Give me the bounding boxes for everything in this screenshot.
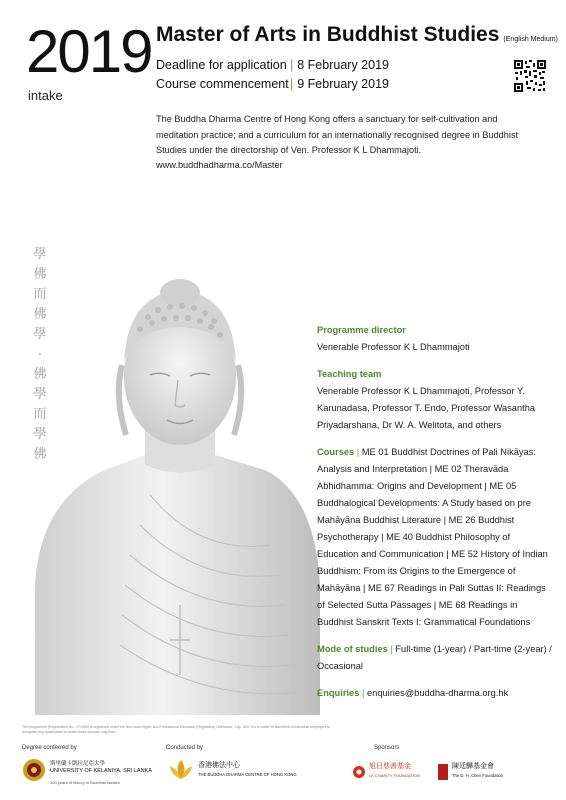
intro-paragraph: The Buddha Dharma Centre of Hong Kong offers a sanctuary for self-cultivation and meditation practice; and a curriculum for an internationally recognised degree in Buddhist Studies under the directorship of Ven. Professor K L Dhammajoti. [156,114,519,155]
enquiries-heading: Enquiries [317,688,360,698]
programme-link[interactable]: www.buddhadharma.co/Master [156,160,283,170]
commencement-label: Course commencement [156,77,289,91]
pipe-separator: | [361,688,365,698]
courses-heading: Courses [317,447,355,457]
registration-fine-print: The programme (Registration No.: 271050) is registered under the Non-local Higher and Professional Education (Regulation) Ordinance, Cap. 493. It is a matter of discretion of individual employers to recognise any qualification to which these courses may lead. [22,725,331,734]
team-section [317,366,553,434]
courses-list: ME 01 Buddhist Doctrines of Pali Nikāyas: Analysis and Interpretation | ME 02 Theravāda Abhidhamma: Origins and Development | ME 05 Buddhalogical Developments: A Study based on pre Mahāyāna Buddhist Literature | ME 26 Buddhist Psychotherapy | ME 40 Buddhist Philosophy of Education and Communication | ME 52 History of Indian Buddhism: From its Origins to the Emergence of Mahāyāna | ME 67 Readings in Pali Suttas II: Readings of Selected Sutta Passages | ME 68 Readings in Buddhist Sanskrit Texts I: Grammatical Foundations [317,447,548,627]
vertical-motto-char: 學 [33,387,47,402]
lk-foundation-cn: 旭日慈善基金 [369,763,411,770]
deadline-label: Deadline for application [156,58,287,72]
medium-note: (English Medium) [503,36,558,43]
commencement-value: 9 February 2019 [297,77,389,91]
degree-conferred-label: Degree conferred by [22,745,77,751]
lotus-logo-icon [168,757,194,783]
mode-heading: Mode of studies [317,644,388,654]
vertical-motto-char: 而 [33,407,47,422]
courses-section [317,444,553,631]
director-name: Venerable Professor K L Dhammajoti [317,342,470,352]
qr-code-icon[interactable] [514,60,546,92]
lk-foundation-logo-icon [352,765,366,779]
vertical-motto-char: · [37,347,43,362]
buddha-statue-image [30,255,330,715]
programme-title [156,23,558,47]
key-dates [156,56,389,94]
enquiries-section [317,685,553,702]
kelaniya-name-cn: 斯里蘭卡凱拉尼亞大學 [50,761,106,767]
vertical-motto-char: 學 [33,247,47,262]
programme-title-text: Master of Arts in Buddhist Studies [156,23,500,46]
mode-value: Full-time (1-year) / Part-time (2-year) / Occasional [317,644,552,671]
conducted-by-label: Conducted by [166,745,204,751]
programme-details [317,322,553,702]
enquiries-email[interactable]: enquiries@buddha-dharma.org.hk [366,688,509,698]
dh-chen-en: The D. H. Chen Foundation [452,773,504,778]
vertical-motto-char: 佛 [33,307,47,322]
vertical-motto-char: 學 [33,427,47,442]
lk-foundation-en: LK CHARITY FOUNDATION [369,773,420,778]
vertical-motto-char: 佛 [33,367,47,382]
kelaniya-name-en: UNIVERSITY OF KELANIYA, SRI LANKA [50,768,152,774]
dh-chen-logo-icon [438,764,448,780]
intake-year: 2019 [26,18,152,85]
deadline-value: 8 February 2019 [297,58,389,72]
pipe-separator: | [390,644,393,654]
kelaniya-tagline: 100 years of history in Buddhist studies [50,780,120,785]
vertical-motto-char: 佛 [33,447,47,462]
team-heading: Teaching team [317,369,382,379]
director-heading: Programme director [317,325,406,335]
kelaniya-crest-icon [22,758,46,782]
deadline-row [156,56,389,75]
vertical-motto-char: 而 [33,287,47,302]
vertical-motto-char: 佛 [33,267,47,282]
mode-section [317,641,553,675]
bdc-name-en: THE BUDDHA DHARMA CENTRE OF HONG KONG [198,772,297,777]
dh-chen-cn: 陳廷驊基金會 [452,763,494,770]
director-section [317,322,553,356]
intake-label: intake [28,88,63,103]
commencement-row [156,75,389,94]
pipe-separator: | [290,58,294,72]
pipe-separator: | [356,447,360,457]
pipe-separator: | [290,77,294,91]
bdc-name-cn: 香港佛法中心 [198,762,240,769]
team-members: Venerable Professor K L Dhammajoti, Professor Y. Karunadasa, Professor T. Endo, Professor Wasantha Priyadarshana, Dr W. A. Welitota, and others [317,386,536,430]
sponsors-label: Sponsors [374,745,400,751]
vertical-motto-char: 學 [33,327,47,342]
